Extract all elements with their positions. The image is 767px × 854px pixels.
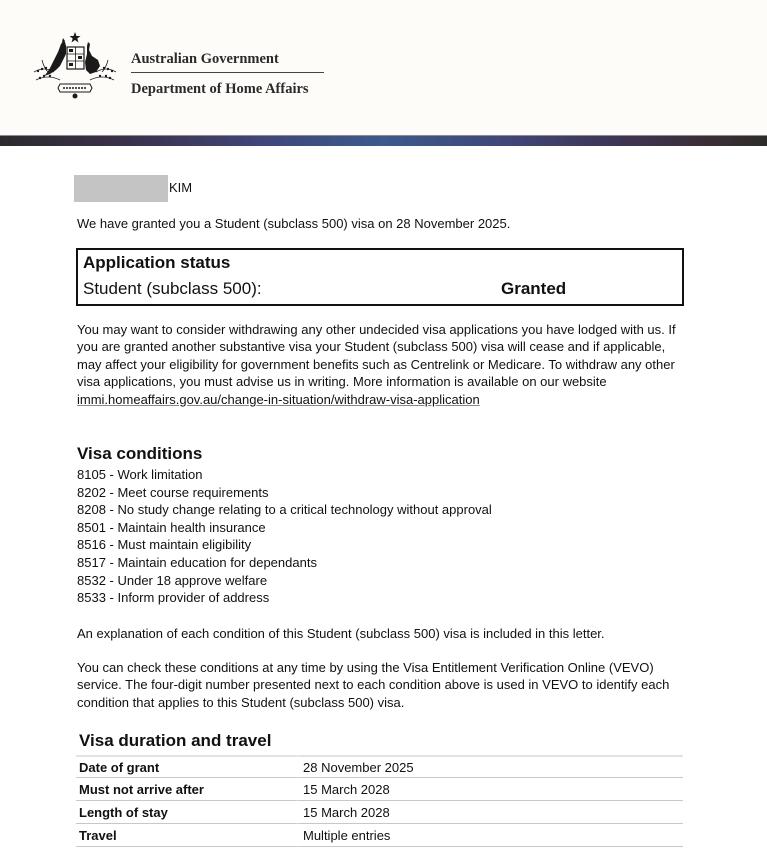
- row-value: 15 March 2028: [298, 801, 683, 824]
- row-label: Must not arrive after: [76, 778, 298, 801]
- redacted-given-name: [74, 175, 168, 202]
- row-value: 28 November 2025: [298, 755, 683, 778]
- condition-item: 8533 - Inform provider of address: [77, 590, 270, 606]
- table-row: [76, 801, 683, 824]
- conditions-explanation: An explanation of each condition of this Student (subclass 500) visa is included in this letter.: [77, 626, 605, 641]
- visa-duration-table: [76, 755, 683, 847]
- condition-item: 8202 - Meet course requirements: [77, 484, 269, 500]
- department-name: Department of Home Affairs: [131, 81, 309, 97]
- row-label: Length of stay: [76, 801, 298, 824]
- application-status-box: [76, 248, 684, 306]
- government-name: Australian Government: [131, 51, 279, 67]
- visa-duration-title: Visa duration and travel: [79, 731, 272, 750]
- row-value: Multiple entries: [298, 824, 683, 847]
- vevo-note: You can check these conditions at any time by using the Visa Entitlement Verification Online (VEVO) service. The four-digit number presented next to each condition above is used in VEVO to identify each condition that applies to this Student (subclass 500) visa.: [77, 660, 670, 710]
- letterhead-divider: [131, 72, 324, 73]
- status-badge: Granted: [501, 279, 567, 298]
- grant-intro: We have granted you a Student (subclass 500) visa on 28 November 2025.: [77, 216, 511, 231]
- letterhead: [0, 0, 767, 135]
- application-status-title: Application status: [83, 253, 231, 272]
- coat-of-arms-icon: [30, 30, 120, 100]
- condition-item: 8208 - No study change relating to a critical technology without approval: [77, 502, 492, 518]
- table-row: [76, 778, 683, 801]
- condition-item: 8501 - Maintain health insurance: [77, 519, 266, 535]
- visa-conditions-list: [77, 466, 492, 607]
- condition-item: 8105 - Work limitation: [77, 467, 203, 482]
- withdraw-visa-link[interactable]: immi.homeaffairs.gov.au/change-in-situation/withdraw-visa-application: [77, 391, 480, 407]
- withdraw-notice-text: You may want to consider withdrawing any other undecided visa applications you have lodged with us. If you are granted another substantive visa your Student (subclass 500) visa will cease and if applicable, may affect your eligibility for government benefits such as Centrelink or Medicare. To withdraw any other visa applications, you must advise us in writing. More information is available on our website: [77, 322, 676, 390]
- condition-item: 8517 - Maintain education for dependants: [77, 554, 317, 570]
- recipient-surname: KIM: [169, 180, 193, 195]
- table-row: [76, 824, 683, 847]
- row-value: 15 March 2028: [298, 778, 683, 801]
- header-gradient-bar: [0, 135, 767, 146]
- withdraw-notice: [77, 321, 687, 408]
- row-label: Date of grant: [76, 755, 298, 778]
- visa-conditions-title: Visa conditions: [77, 444, 203, 463]
- row-label: Travel: [76, 824, 298, 847]
- condition-item: 8532 - Under 18 approve welfare: [77, 572, 268, 588]
- table-row: [76, 755, 683, 778]
- visa-type-label: Student (subclass 500):: [83, 279, 262, 298]
- condition-item: 8516 - Must maintain eligibility: [77, 537, 252, 553]
